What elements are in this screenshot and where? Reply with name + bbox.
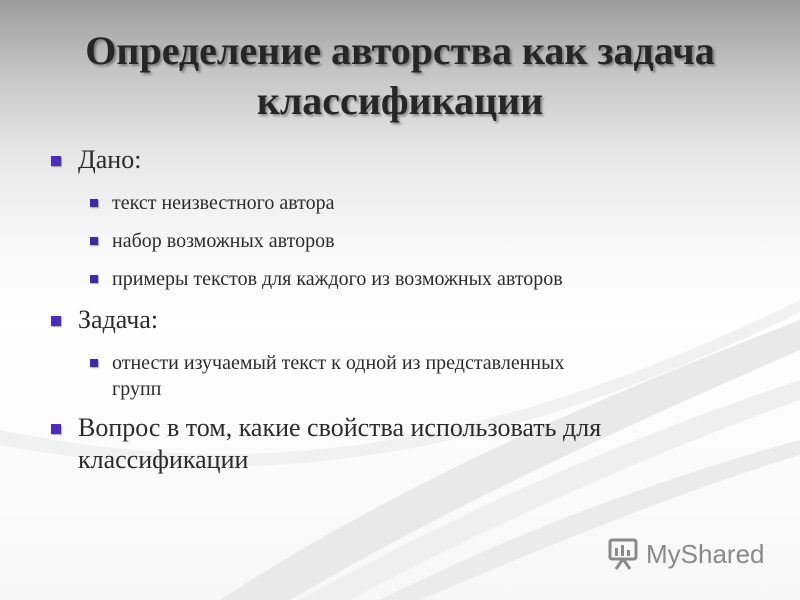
sub-list-item-label: текст неизвестного автора bbox=[112, 192, 335, 214]
bullet-icon bbox=[90, 275, 98, 283]
sub-list-item bbox=[90, 190, 746, 216]
projector-screen-icon bbox=[606, 537, 640, 571]
list-item-label: Задача: bbox=[78, 305, 159, 334]
bullet-list bbox=[46, 144, 746, 476]
sub-list-item-label: примеры текстов для каждого из возможных авторов bbox=[112, 268, 563, 290]
list-item-question bbox=[46, 412, 746, 476]
sub-list-item-label: набор возможных авторов bbox=[112, 230, 335, 252]
title-line: классификации bbox=[256, 78, 544, 123]
title-line: Определение авторства как задача bbox=[85, 28, 715, 73]
list-item-given bbox=[46, 144, 746, 176]
bullet-icon bbox=[90, 199, 98, 207]
brand-name: MyShared bbox=[646, 538, 765, 569]
sub-list-item bbox=[90, 266, 746, 292]
bullet-icon bbox=[51, 316, 61, 326]
bullet-icon bbox=[51, 156, 61, 166]
list-item-task bbox=[46, 304, 746, 336]
sub-list-item-line: групп bbox=[112, 378, 162, 400]
sub-list-item-line: отнести изучаемый текст к одной из представленных bbox=[112, 352, 565, 374]
bullet-icon bbox=[90, 237, 98, 245]
list-item-line: классификации bbox=[78, 445, 249, 474]
sub-list-item bbox=[90, 350, 746, 402]
list-item-label: Дано: bbox=[78, 145, 142, 174]
bullet-icon bbox=[51, 424, 61, 434]
slide-title bbox=[20, 26, 780, 126]
sub-list-item bbox=[90, 228, 746, 254]
bullet-icon bbox=[90, 359, 98, 367]
myshared-watermark bbox=[606, 534, 765, 574]
list-item-line: Вопрос в том, какие свойства использовать для bbox=[78, 413, 602, 442]
